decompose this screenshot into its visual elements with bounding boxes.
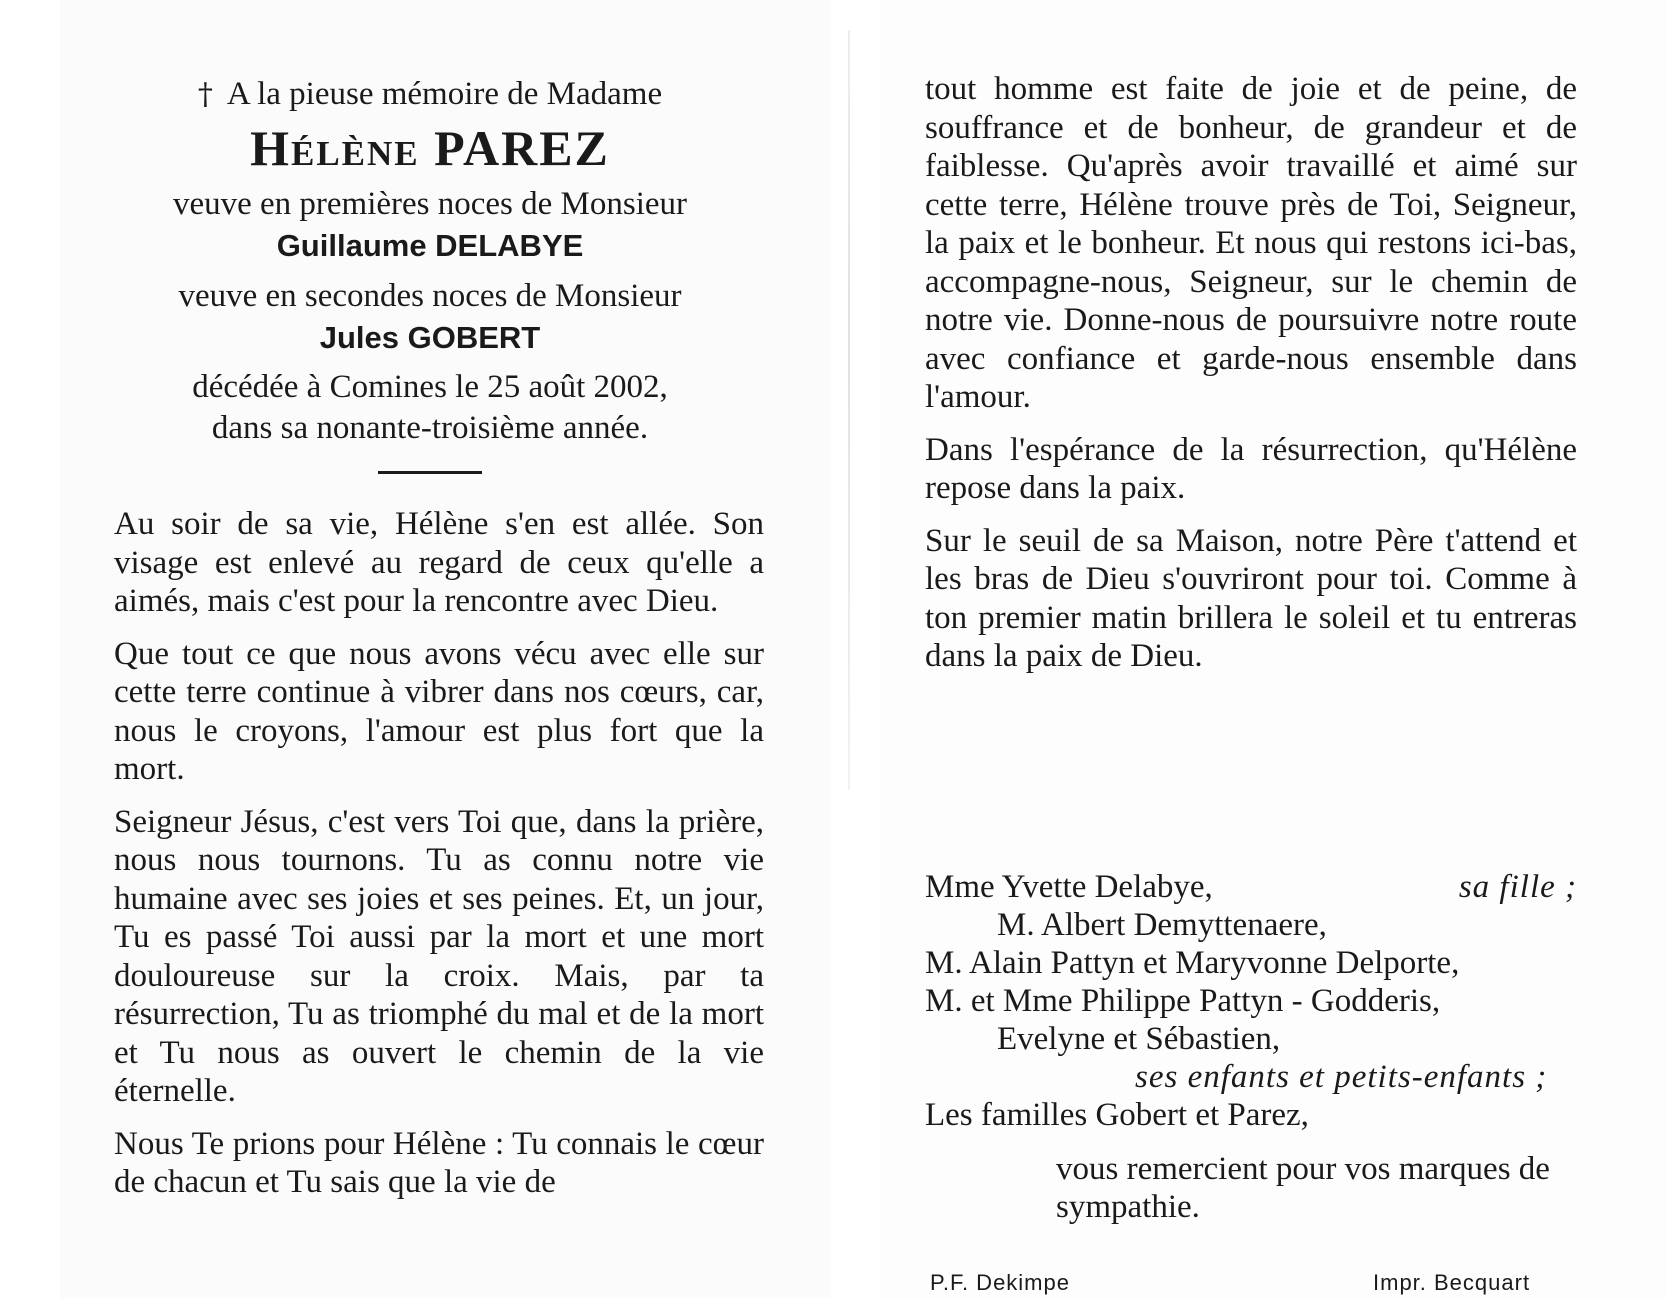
paragraph: Au soir de sa vie, Hélène s'en est allée. Son visage est enlevé au regard de ceux qu'elle a aimés, mais c'est pour la rencontre avec Dieu. (114, 506, 764, 619)
family-line: Evelyne et Sébastien, (997, 1021, 1281, 1057)
second-spouse-name: Jules GOBERT (319, 320, 541, 355)
left-text (114, 505, 764, 1202)
family-line (925, 868, 1577, 906)
paragraph: Nous Te prions pour Hélène : Tu connais le cœur de chacun et Tu sais que la vie de (114, 1125, 764, 1200)
paragraph: Que tout ce que nous avons vécu avec elle sur cette terre continue à vibrer dans nos cœurs, car, nous le croyons, l'amour est plus fort que la mort. (114, 635, 764, 787)
death-date-line: décédée à Comines le 25 août 2002, (192, 369, 668, 405)
daughter-role: sa fille ; (1458, 869, 1577, 905)
first-spouse-name: Guillaume DELABYE (276, 228, 584, 263)
family-list (925, 868, 1577, 1134)
thanks-text: vous remercient pour vos marques de sympathie. (1056, 1151, 1550, 1225)
dedication-line (120, 72, 740, 117)
family-role: ses enfants et petits-enfants ; (1135, 1059, 1548, 1095)
family-line: Les familles Gobert et Parez, (925, 1097, 1309, 1133)
funeral-home: P.F. Dekimpe (930, 1270, 1070, 1295)
paragraph: tout homme est faite de joie et de peine, de souffrance et de bonheur, de grandeur et de faiblesse. Qu'après avoir travaillé et aimé sur cette terre, Hélène trouve près de Toi, Seigneur, la paix et le bonheur. Et nous qui restons ici-bas, accompagne-nous, Seigneur, sur le chemin de notre vie. Donne-nous de poursuivre notre route avec confiance et garde-nous ensemble dans l'amour. (925, 71, 1577, 415)
right-text (925, 70, 1577, 676)
family-line: M. et Mme Philippe Pattyn - Godderis, (925, 983, 1441, 1019)
cross-icon: † (197, 77, 213, 112)
family-line: M. Albert Demyttenaere, (997, 907, 1327, 943)
printer: Impr. Becquart (1373, 1270, 1531, 1295)
page-fold (848, 30, 850, 790)
dedication-text: A la pieuse mémoire de Madame (226, 76, 663, 112)
paragraph: Sur le seuil de sa Maison, notre Père t'attend et les bras de Dieu s'ouvriront pour toi. Comme à ton premier matin brillera le soleil et tu entreras dans la paix de Dieu. (925, 522, 1577, 674)
age-line: dans sa nonante-troisième année. (211, 410, 649, 446)
family-line: M. Alain Pattyn et Maryvonne Delporte, (925, 945, 1460, 981)
divider (378, 471, 482, 474)
first-marriage-line: veuve en premières noces de Monsieur (172, 186, 688, 222)
second-marriage-line: veuve en secondes noces de Monsieur (178, 278, 682, 314)
deceased-name: Hélène PAREZ (250, 120, 610, 176)
header (120, 72, 740, 474)
paragraph: Seigneur Jésus, c'est vers Toi que, dans la prière, nous nous tournons. Tu as connu notre vie humaine avec ses joies et ses peines. Et, un jour, Tu es passé Toi aussi par la mort et une mort douloureuse sur la croix. Mais, par ta résurrection, Tu as triomphé du mal et de la mort et Tu nous as ouvert le chemin de la vie éternelle. (114, 803, 764, 1109)
paragraph: Dans l'espérance de la résurrection, qu'Hélène repose dans la paix. (925, 431, 1577, 506)
daughter-name: Mme Yvette Delabye, (925, 869, 1213, 905)
